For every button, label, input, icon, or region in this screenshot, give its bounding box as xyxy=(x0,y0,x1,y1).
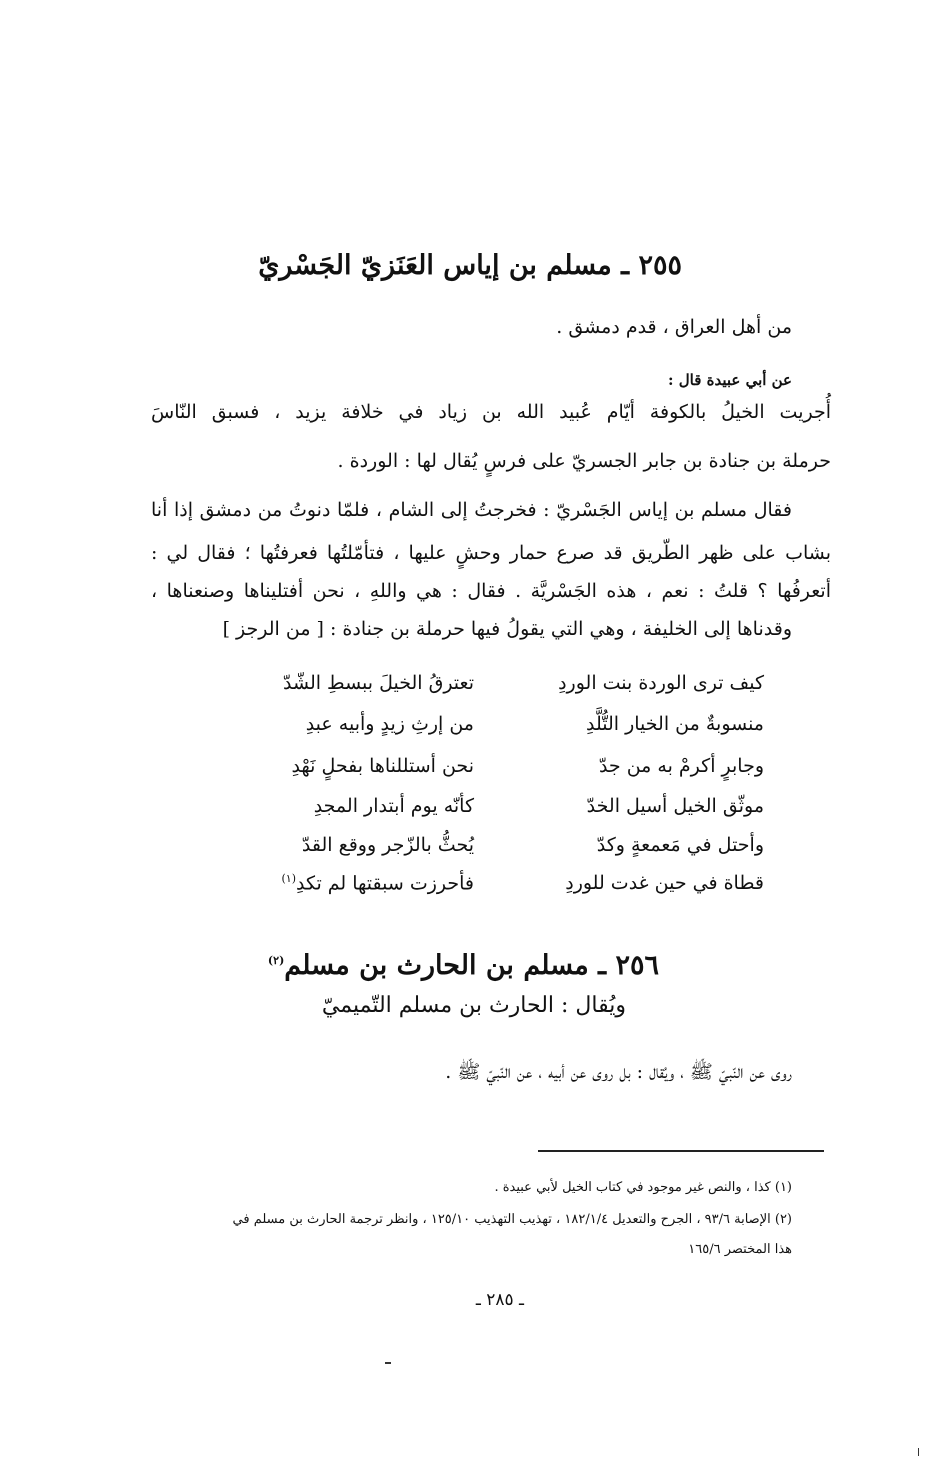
narrative-line-3: فقال مسلم بن إياس الجَسْريّ : فخرجتُ إلى الشام ، فلمّا دنوتُ من دمشق إذا أنا xyxy=(151,499,792,521)
entry-256-subtitle: ويُقال : الحارث بن مسلم التّميميّ xyxy=(321,993,626,1018)
entry-255-intro: من أهل العراق ، قدم دمشق . xyxy=(556,316,792,338)
entry-255-narrator: عن أبي عبيدة قال : xyxy=(667,371,792,389)
verse-6-second xyxy=(281,872,474,894)
verse-1-second: تعترقُ الخيلَ ببسطِ الشّدّ xyxy=(283,672,474,694)
footnote-separator xyxy=(538,1150,824,1152)
page-number: ـ ٢٨٥ ـ xyxy=(475,1290,524,1310)
verse-3-second: نحن أستللناها بفحلٍ نَهْدِ xyxy=(291,755,474,777)
footnote-2-continued: هذا المختصر ١٦٥/٦ xyxy=(688,1242,792,1257)
entry-255-title: ٢٥٥ ـ مسلم بن إياس العَنَزيّ الجَسْريّ xyxy=(258,250,682,281)
verse-5-second: يُحثُّ بالزّجر ووقع القدّ xyxy=(301,834,474,856)
verse-2-second: من إرثِ زيدٍ وأبيه عبدِ xyxy=(305,713,474,735)
narrative-line-2: حرملة بن جنادة بن جابر الجسريّ على فرسٍ يُقال لها : الوردة . xyxy=(337,450,831,472)
verse-2-first: منسوبةٌ من الخيار التُّلَّدِ xyxy=(585,713,764,735)
entry-256-title-text: ٢٥٦ ـ مسلم بن الحارث بن مسلم xyxy=(284,950,659,981)
verse-6-second-text: فأحرزت سبقتها لم تكدِ xyxy=(295,872,474,895)
narrative-line-6: وقدناها إلى الخليفة ، وهي التي يقولُ فيها حرملة بن جنادة : [ من الرجز ] xyxy=(222,618,792,640)
narrative-line-1: أُجريت الخيلُ بالكوفة أيّام عُبيد الله بن زياد في خلافة يزيد ، فسبق النّاسَ xyxy=(151,401,831,423)
verse-1-first: كيف ترى الوردة بنت الوردِ xyxy=(558,672,764,694)
verse-4-second: كأنّه يوم أبتدار المجدِ xyxy=(313,795,474,817)
footnote-1: (١) كذا ، والنص غير موجود في كتاب الخيل لأبي عبيدة . xyxy=(494,1180,792,1195)
verse-3-first: وجابرٍ أكرمْ به من جدّ xyxy=(598,755,764,777)
scan-speck xyxy=(385,1362,391,1364)
entry-256-text: روى عن النّبيّ ﷺ ، ويُقال : بل روى عن أبيه ، عن النّبيّ ﷺ . xyxy=(445,1061,792,1083)
narrative-line-5: أتعرفُها ؟ قلتُ : نعم ، هذه الجَسْريَّة . فقال : هي واللهِ ، نحن أفتليناها وصنعناها ، xyxy=(151,580,831,602)
verse-4-first: موثّق الخيل أسيل الخدّ xyxy=(586,795,764,817)
scan-speck xyxy=(918,1448,919,1456)
verse-5-first: وأحتل في مَعمعةٍ وكدّ xyxy=(596,834,764,856)
footnote-mark-2: (٢) xyxy=(267,954,285,967)
narrative-line-4: بشاب على ظهر الطّريق قد صرع حمار وحشٍ عليها ، فتأمّلتُها فعرفتُها ؛ فقال لي : xyxy=(151,542,831,564)
footnote-2: (٢) الإصابة ٩٣/٦ ، الجرح والتعديل ١٨٢/١/٤ ، تهذيب التهذيب ١٢٥/١٠ ، وانظر ترجمة الحارث بن مسلم في xyxy=(232,1212,792,1227)
verse-6-first: قطاة في حين غدت للوردِ xyxy=(565,872,764,894)
footnote-mark-1: (١) xyxy=(281,872,296,885)
entry-256-title xyxy=(268,950,659,981)
